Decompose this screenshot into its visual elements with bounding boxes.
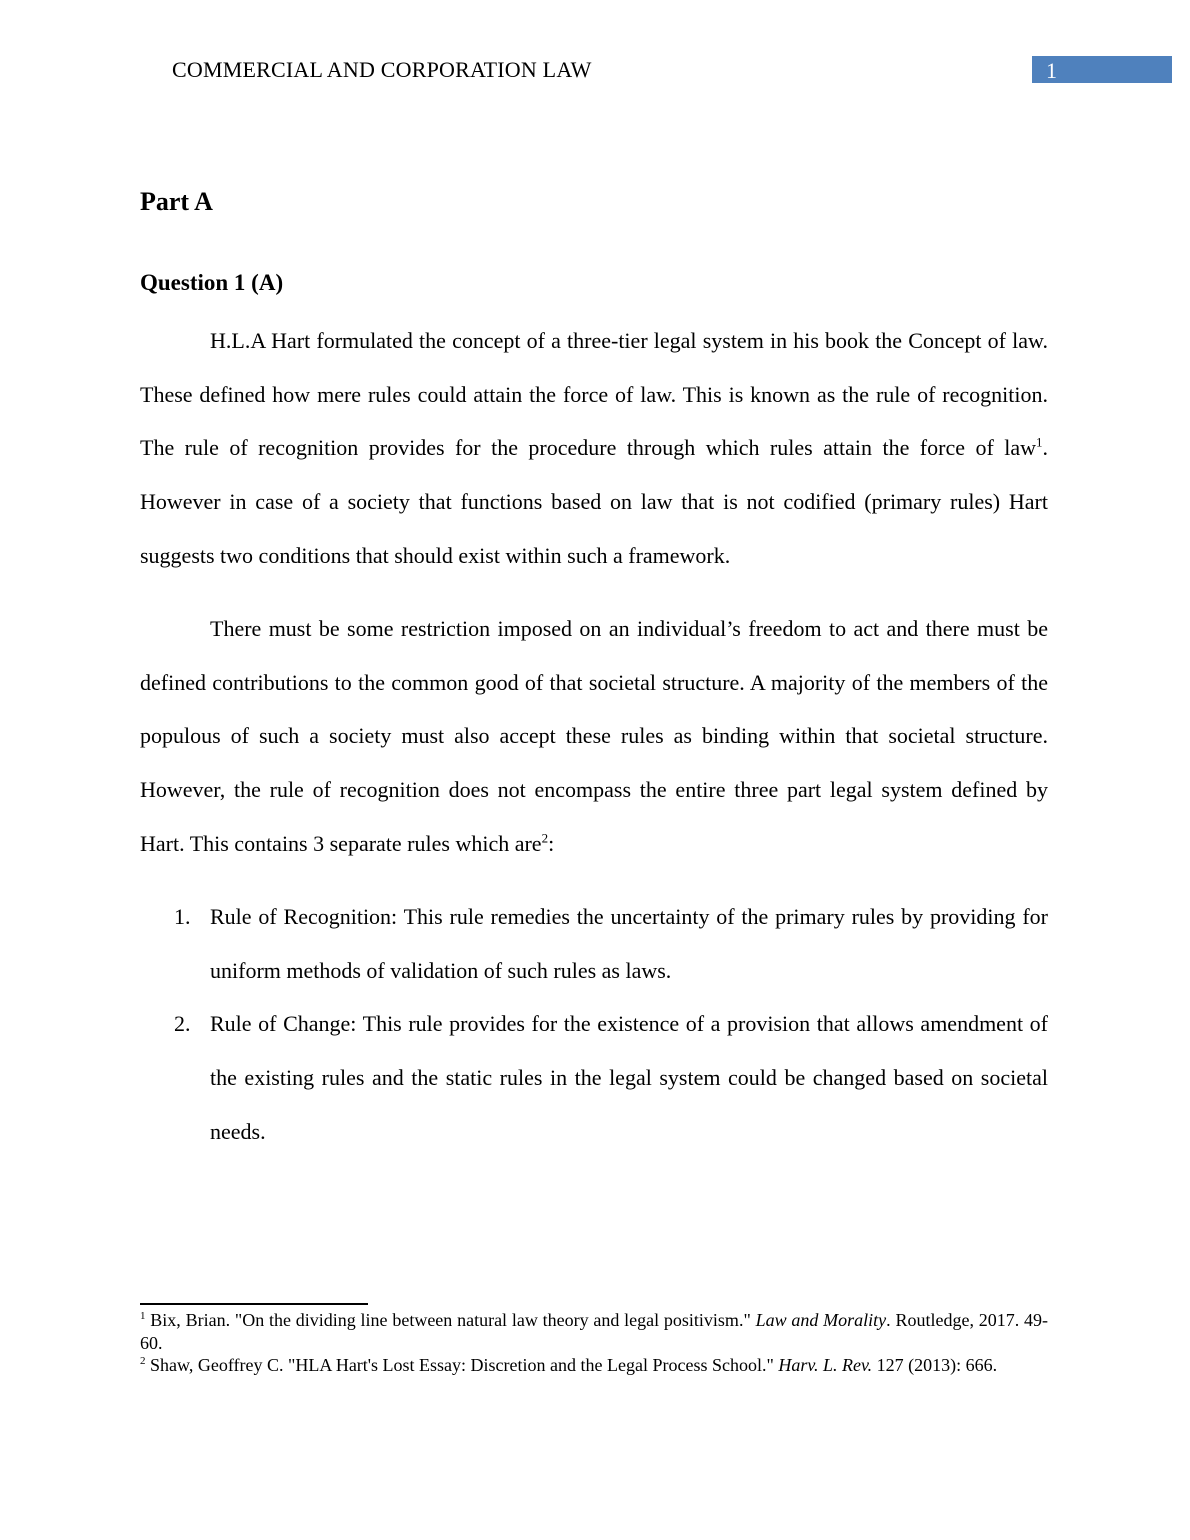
footnote-1 [140, 1309, 1048, 1354]
rules-list [140, 890, 1048, 1159]
list-item-text: Rule of Recognition: This rule remedies the uncertainty of the primary rules by providing for uniform methods of validation of such rules as laws. [210, 904, 1048, 983]
footnote-source-title: Law and Morality [755, 1310, 887, 1330]
part-heading: Part A [140, 187, 213, 216]
question-heading: Question 1 (A) [140, 270, 284, 295]
paragraph-2-text: There must be some restriction imposed on an individual’s freedom to act and there must be defined contributions to the common good of that societal structure. A majority of the members of the populous of such a society must also accept these rules as binding within that societal structure. However, the rule of recognition does not encompass the entire three part legal system defined by Hart. This contains 3 separate rules which are [140, 616, 1048, 856]
footnote-tail: 127 (2013): 666. [872, 1355, 998, 1375]
footnote-text: Shaw, Geoffrey C. "HLA Hart's Lost Essay: Discretion and the Legal Process School." [145, 1355, 779, 1375]
list-item [140, 997, 1048, 1158]
paragraph-2-text-end: : [548, 830, 555, 856]
list-item-number: 2. [174, 1011, 191, 1037]
footnote-source-title: Harv. L. Rev. [778, 1355, 873, 1375]
list-item [140, 890, 1048, 997]
list-item-text: Rule of Change: This rule provides for the existence of a provision that allows amendment of the existing rules and the static rules in the legal system could be changed based on societal needs. [210, 1011, 1048, 1144]
footnote-separator [140, 1303, 368, 1305]
footnote-ref-2[interactable]: 2 [541, 830, 549, 846]
footnote-text: Bix, Brian. "On the dividing line between natural law theory and legal positivism." [145, 1310, 756, 1330]
list-item-number: 1. [174, 904, 191, 929]
footnote-tail: . Routledge, 2017. 49-60. [140, 1310, 1049, 1353]
page-number-box [1032, 56, 1172, 83]
paragraph-1-text-end: . However in case of a society that functions based on law that is not codified (primary rules) Hart suggests two conditions that should exist within such a framework. [140, 435, 1048, 568]
page-number: 1 [1046, 58, 1057, 83]
paragraph-1-text: H.L.A Hart formulated the concept of a three-tier legal system in his book the Concept of law. These defined how mere rules could attain the force of law. This is known as the rule of recognition. The rule of recognition provides for the procedure through which rules attain the force of law [140, 328, 1048, 461]
running-header-title: COMMERCIAL AND CORPORATION LAW [172, 57, 592, 82]
footnote-mark: 2 [140, 1355, 146, 1367]
footnote-ref-1[interactable]: 1 [1036, 435, 1043, 451]
paragraph-1 [140, 314, 1048, 583]
paragraph-2 [140, 602, 1048, 871]
footnote-mark: 1 [140, 1310, 146, 1322]
footnote-2 [140, 1354, 1048, 1377]
